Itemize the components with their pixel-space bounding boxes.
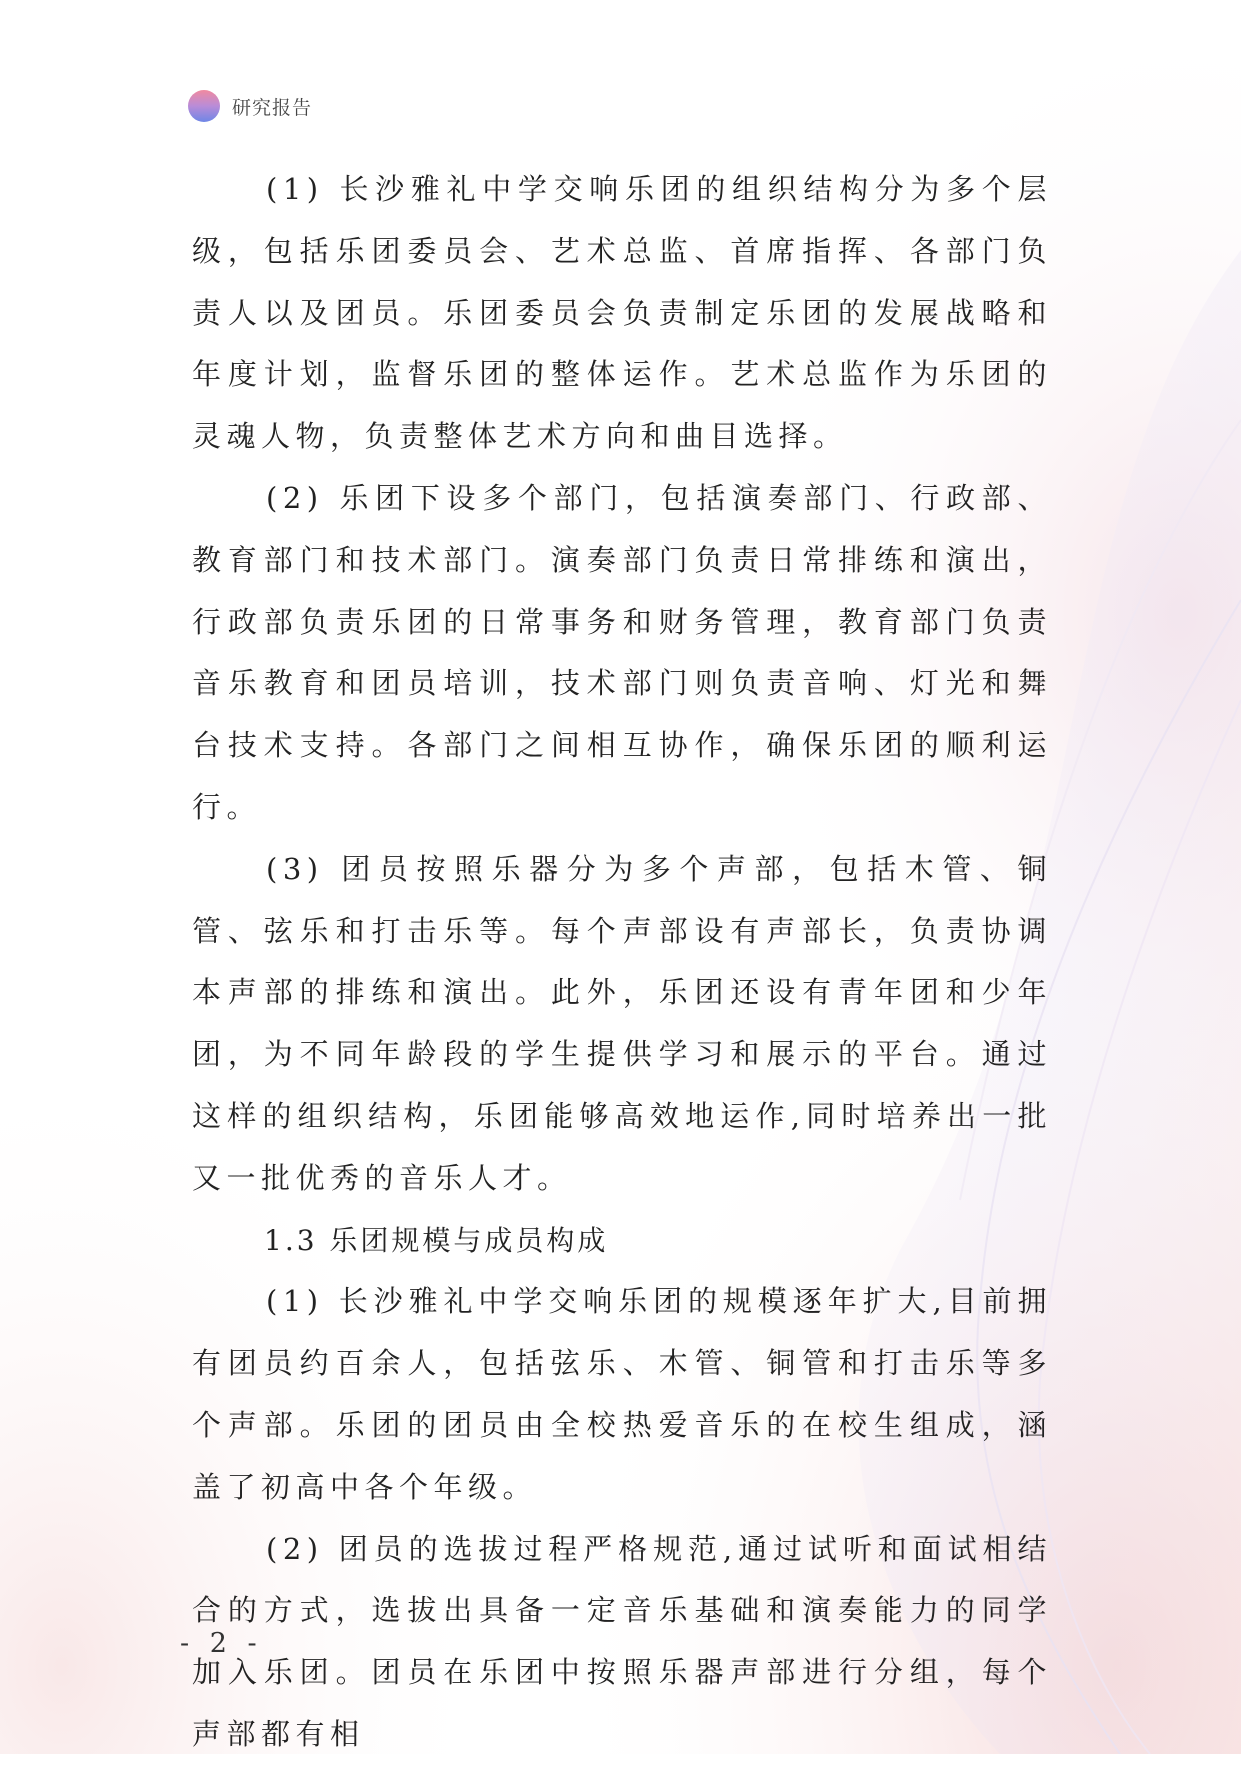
paragraph-3: (3) 团员按照乐器分为多个声部，包括木管、铜管、弦乐和打击乐等。每个声部设有声部长，负责协调本声部的排练和演出。此外，乐团还设有青年团和少年团，为不同年龄段的学生提供学习和展示的平台。通过这样的组织结构，乐团能够高效地运作,同时培养出一批又一批优秀的音乐人才。 — [192, 851, 1052, 1195]
paragraph-2: (2) 乐团下设多个部门，包括演奏部门、行政部、教育部门和技术部门。演奏部门负责日常排练和演出，行政部负责乐团的日常事务和财务管理，教育部门负责音乐教育和团员培训，技术部门则负责音响、灯光和舞台技术支持。各部门之间相互协作，确保乐团的顺利运行。 — [192, 480, 1052, 824]
section-paragraph-2: (2) 团员的选拔过程严格规范,通过试听和面试相结合的方式，选拔出具备一定音乐基础和演奏能力的同学加入乐团。团员在乐团中按照乐器声部进行分组，每个声部都有相 — [192, 1531, 1052, 1751]
report-header — [188, 88, 312, 124]
document-body — [192, 159, 1052, 1766]
paragraph-1: (1) 长沙雅礼中学交响乐团的组织结构分为多个层级，包括乐团委员会、艺术总监、首席指挥、各部门负责人以及团员。乐团委员会负责制定乐团的发展战略和年度计划，监督乐团的整体运作。艺术总监作为乐团的灵魂人物，负责整体艺术方向和曲目选择。 — [192, 172, 1052, 454]
section-paragraph-1: (1) 长沙雅礼中学交响乐团的规模逐年扩大,目前拥有团员约百余人，包括弦乐、木管、铜管和打击乐等多个声部。乐团的团员由全校热爱音乐的在校生组成，涵盖了初高中各个年级。 — [192, 1284, 1052, 1504]
section-heading: 1.3 乐团规模与成员构成 — [264, 1223, 609, 1257]
report-logo-icon — [188, 90, 220, 122]
report-header-title: 研究报告 — [232, 96, 313, 119]
page-number: - 2 - — [180, 1628, 263, 1659]
